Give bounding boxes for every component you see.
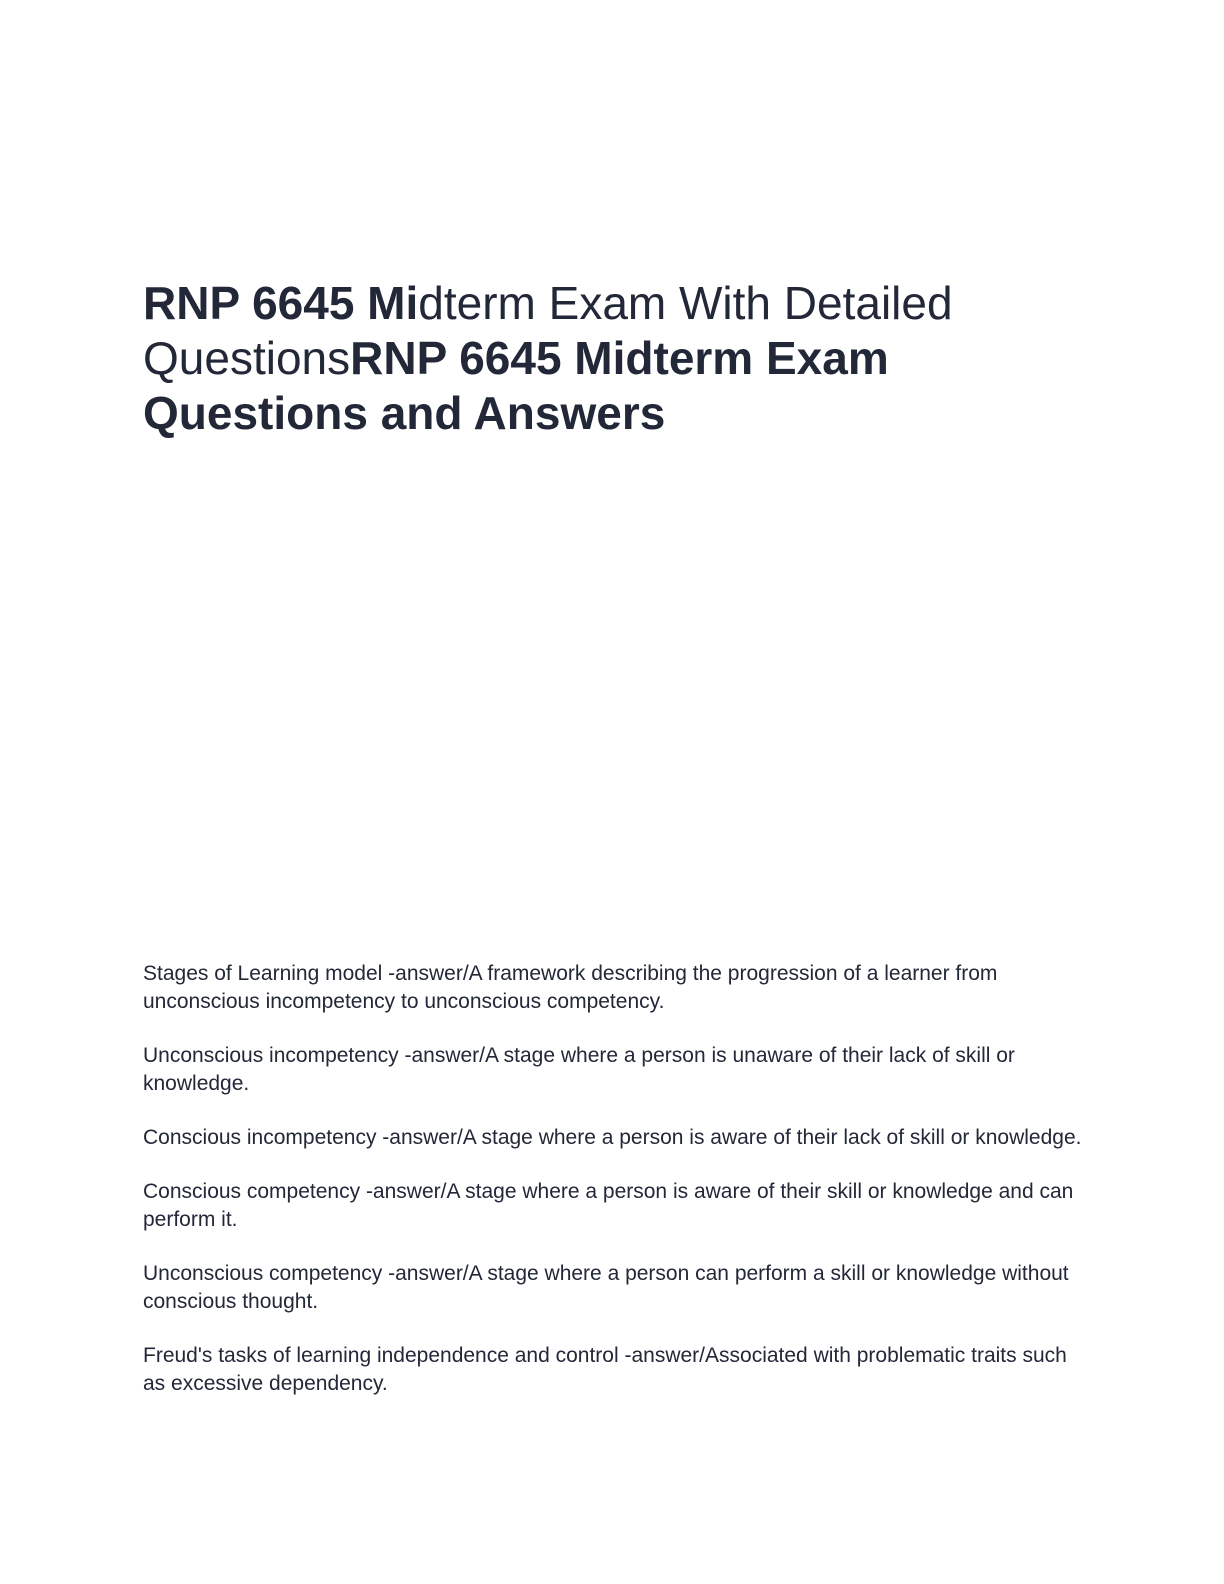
qa-item: Stages of Learning model -answer/A framework describing the progression of a learner from unconscious incompetency to unconscious competency. bbox=[143, 962, 998, 1013]
qa-item: Freud's tasks of learning independence and control -answer/Associated with problematic traits such as excessive dependency. bbox=[143, 1344, 1067, 1395]
qa-item: Conscious incompetency -answer/A stage where a person is aware of their lack of skill or knowledge. bbox=[143, 1126, 1082, 1149]
qa-list bbox=[143, 960, 1083, 1424]
title-part-bold-2: RNP 6645 Midterm Exam Questions and Answers bbox=[143, 332, 889, 439]
qa-item: Unconscious incompetency -answer/A stage where a person is unaware of their lack of skill or knowledge. bbox=[143, 1044, 1015, 1095]
qa-item: Conscious competency -answer/A stage where a person is aware of their skill or knowledge and can perform it. bbox=[143, 1180, 1074, 1231]
title-part-bold-1: RNP 6645 Mi bbox=[143, 277, 419, 329]
title-part-regular: dterm Exam With Detailed Questions bbox=[143, 277, 953, 384]
document-title bbox=[143, 276, 1103, 441]
qa-item: Unconscious competency -answer/A stage where a person can perform a skill or knowledge without conscious thought. bbox=[143, 1262, 1069, 1313]
